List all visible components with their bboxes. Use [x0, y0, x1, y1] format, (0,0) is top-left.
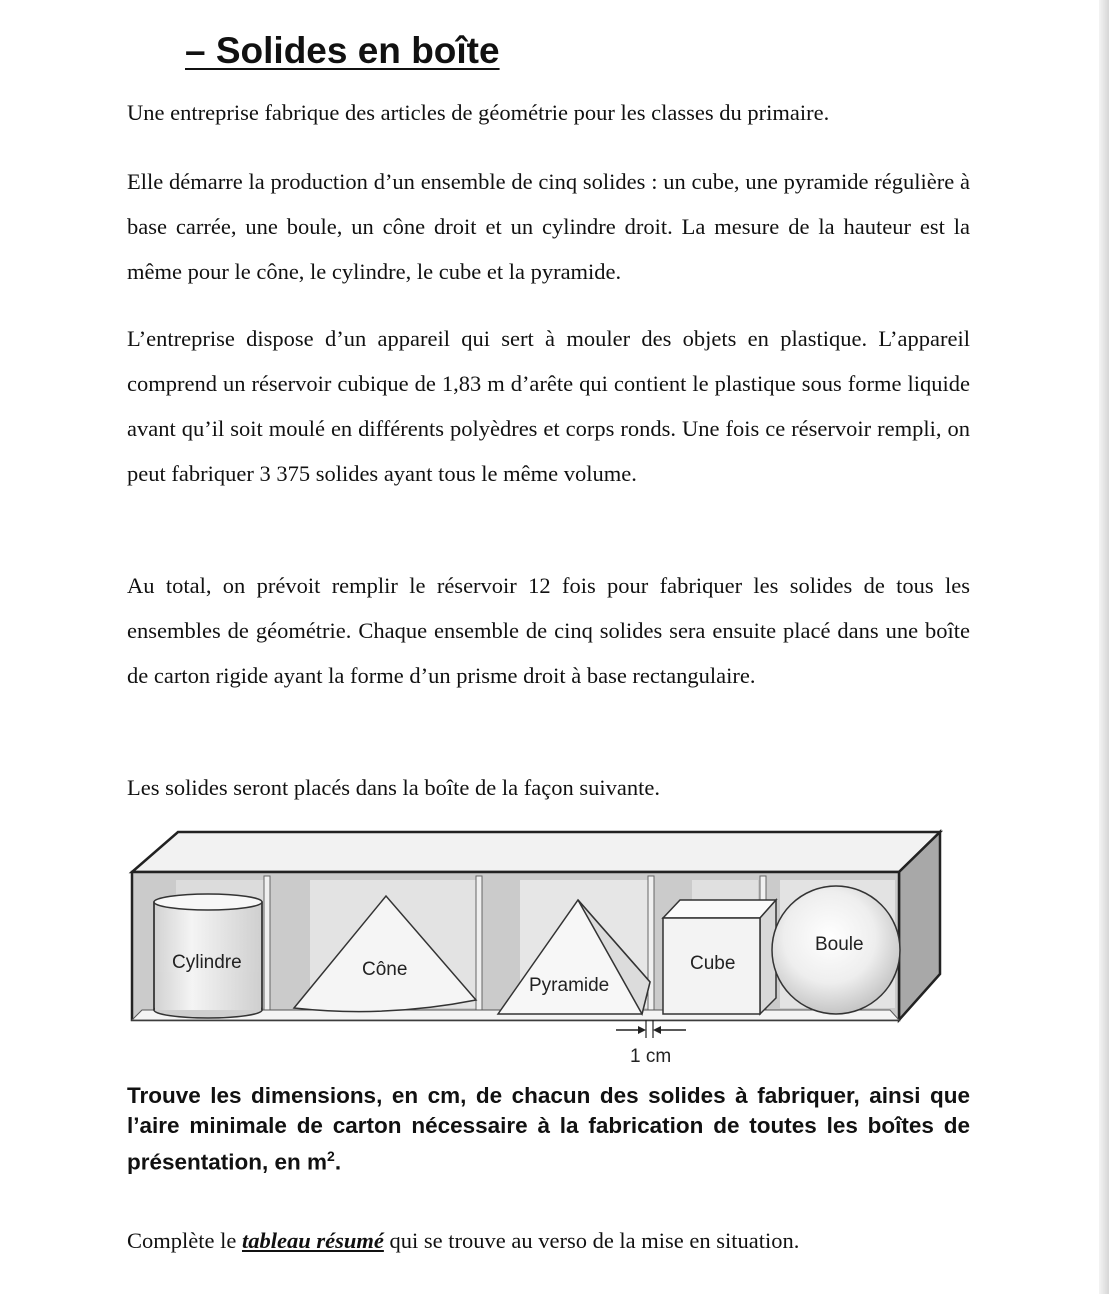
- box-divider: [648, 876, 654, 1016]
- note-emphasis: tableau résumé: [241, 1228, 384, 1253]
- page-title: – Solides en boîte: [185, 30, 500, 71]
- box-divider: [264, 876, 270, 1016]
- box-figure: [120, 822, 950, 1072]
- task-text: Trouve les dimensions, en cm, de chacun des solides à fabriquer, ainsi que l’aire minimale de carton nécessaire à la fabrication de toutes les boîtes de présentation, en m: [127, 1083, 970, 1175]
- note-prefix: Complète le: [127, 1228, 242, 1253]
- box-divider: [476, 876, 482, 1016]
- label-pyramid: Pyramide: [529, 975, 610, 996]
- label-cylinder: Cylindre: [172, 952, 242, 973]
- label-ball: Boule: [815, 934, 864, 955]
- label-cone: Cône: [362, 959, 408, 980]
- closing-note: [127, 1226, 799, 1256]
- paragraph-arrangement: Les solides seront placés dans la boîte de la façon suivante.: [127, 775, 660, 800]
- box-top-face: [132, 832, 940, 872]
- task-end: .: [334, 1149, 342, 1175]
- task-statement: [127, 1081, 970, 1178]
- paragraph-boxes: Au total, on prévoit remplir le réservoir 12 fois pour fabriquer les solides de tous les ensembles de géométrie. Chaque ensemble de cinq solides sera ensuite placé dans une boîte de carton rigide ayant la forme d’un prisme droit à base rectangulaire.: [127, 573, 970, 688]
- paragraph-intro: Une entreprise fabrique des articles de géométrie pour les classes du primaire.: [127, 100, 830, 125]
- gap-label: 1 cm: [630, 1046, 672, 1067]
- task-superscript: 2: [327, 1148, 335, 1164]
- gap-marker: [616, 1020, 686, 1038]
- paragraph-solids: Elle démarre la production d’un ensemble de cinq solides : un cube, une pyramide régulière à base carrée, une boule, un cône droit et un cylindre droit. La mesure de la hauteur est la même pour le cône, le cylindre, le cube et la pyramide.: [127, 169, 970, 284]
- page-edge-shadow: [1099, 0, 1109, 1294]
- label-cube: Cube: [690, 953, 736, 974]
- paragraph-machine: L’entreprise dispose d’un appareil qui sert à mouler des objets en plastique. L’appareil comprend un réservoir cubique de 1,83 m d’arête qui contient le plastique sous forme liquide avant qu’il soit moulé en différents polyèdres et corps ronds. Une fois ce réservoir rempli, on peut fabriquer 3 375 solides ayant tous le même volume.: [127, 326, 970, 486]
- note-suffix: qui se trouve au verso de la mise en situation.: [383, 1228, 800, 1253]
